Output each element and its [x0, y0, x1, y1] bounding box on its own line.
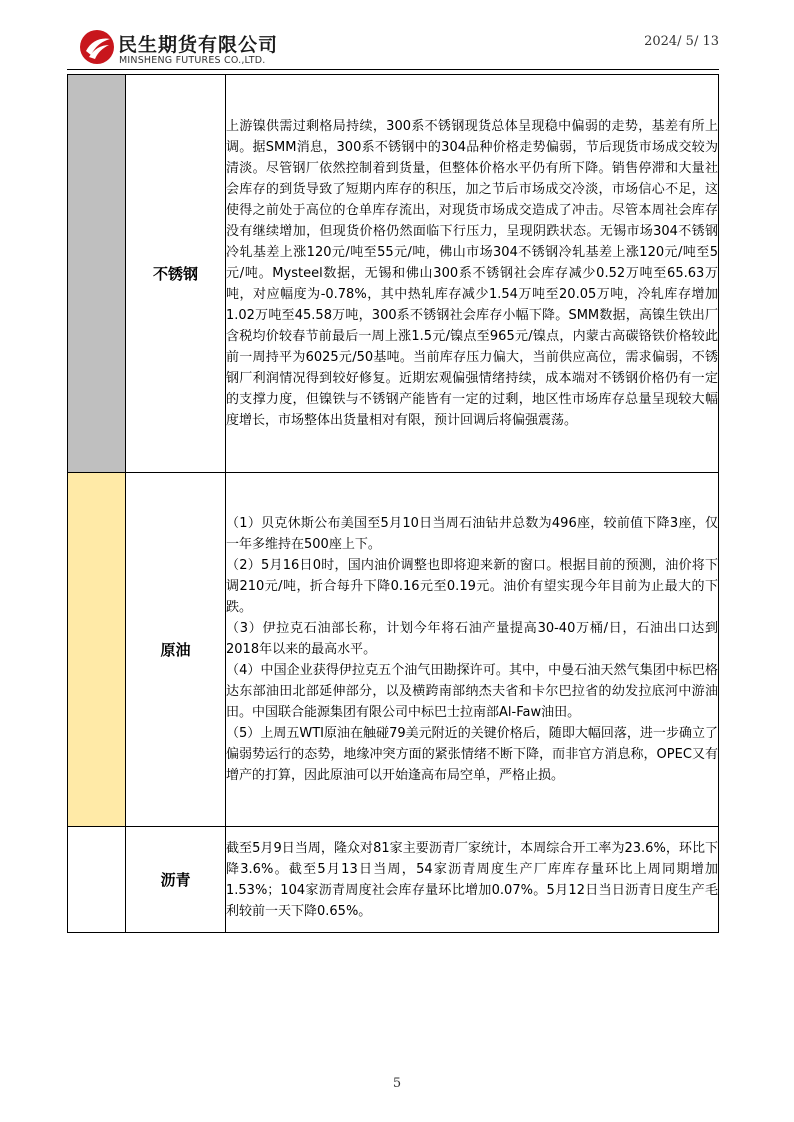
table-row-asphalt: [68, 827, 719, 933]
table-row-stainless-steel: [68, 75, 719, 473]
content-crude-oil: [226, 473, 719, 827]
table-row-crude-oil: [68, 473, 719, 827]
category-crude-oil: 原油: [126, 473, 226, 827]
category-asphalt: 沥青: [126, 827, 226, 933]
minsheng-logo-icon: [79, 29, 115, 65]
row-strip: [68, 75, 126, 473]
paragraph: （5）上周五WTI原油在触碰79美元附近的关键价格后，随即大幅回落，进一步确立了偏弱势运行的态势，地缘冲突方面的紧张情绪不断下降，而非官方消息称，OPEC又有增产的打算，因此原油可以开始逢高布局空单，严格止损。: [226, 726, 718, 783]
company-name-cn: 民生期货有限公司: [118, 34, 279, 56]
commodity-table: [67, 74, 719, 933]
row-strip: [68, 827, 126, 933]
company-name-en: MINSHENG FUTURES CO.,LTD.: [119, 55, 266, 66]
paragraph: （3）伊拉克石油部长称，计划今年将石油产量提高30-40万桶/日，石油出口达到2018年以来的最高水平。: [226, 621, 718, 657]
row-strip: [68, 473, 126, 827]
header-divider: [67, 69, 719, 70]
paragraph: （2）5月16日0时，国内油价调整也即将迎来新的窗口。根据目前的预测，油价将下调210元/吨，折合每升下降0.16元至0.19元。油价有望实现今年目前为止最大的下跌。: [226, 558, 718, 615]
paragraph: （1）贝克休斯公布美国至5月10日当周石油钻井总数为496座，较前值下降3座，仅一年多维持在500座上下。: [226, 516, 718, 552]
category-stainless-steel: 不锈钢: [126, 75, 226, 473]
report-date: 2024/ 5/ 13: [644, 34, 719, 49]
content-asphalt: [226, 827, 719, 933]
content-stainless-steel: [226, 75, 719, 473]
page-number: 5: [392, 1076, 402, 1091]
paragraph: （4）中国企业获得伊拉克五个油气田勘探许可。其中，中曼石油天然气集团中标巴格达东部油田北部延伸部分，以及横跨南部纳杰夫省和卡尔巴拉省的幼发拉底河中游油田。中国联合能源集团有限公司中标巴士拉南部Al-Faw油田。: [226, 663, 718, 720]
page-header: [0, 0, 794, 72]
paragraph: 上游镍供需过剩格局持续，300系不锈钢现货总体呈现稳中偏弱的走势，基差有所上调。据SMM消息，300系不锈钢中的304品种价格走势偏弱，节后现货市场成交较为清淡。尽管钢厂依然控制着到货量，但整体价格水平仍有所下降。销售停滞和大量社会库存的到货导致了短期内库存的积压，加之节后市场成交冷淡，市场信心不足，这使得之前处于高位的仓单库存流出，对现货市场成交造成了冲击。尽管本周社会库存没有继续增加，但现货价格仍然面临下行压力，呈现阴跌状态。无锡市场304不锈钢冷轧基差上涨120元/吨至55元/吨，佛山市场304不锈钢冷轧基差上涨120元/吨至5元/吨。Mysteel数据，无锡和佛山300系不锈钢社会库存减少0.52万吨至65.63万吨，对应幅度为-0.78%，其中热轧库存减少1.54万吨至20.05万吨，冷轧库存增加1.02万吨至45.58万吨，300系不锈钢社会库存小幅下降。SMM数据，高镍生铁出厂含税均价较春节前最后一周上涨1.5元/镍点至965元/镍点，内蒙古高碳铬铁价格较此前一周持平为6025元/50基吨。当前库存压力偏大，当前供应高位，需求偏弱，不锈钢厂利润情况得到较好修复。近期宏观偏强情绪持续，成本端对不锈钢价格仍有一定的支撑力度，但镍铁与不锈钢产能皆有一定的过剩，地区性市场库存总量呈现较大幅度增长，市场整体出货量相对有限，预计回调后将偏强震荡。: [226, 119, 718, 428]
paragraph: 截至5月9日当周，隆众对81家主要沥青厂家统计，本周综合开工率为23.6%，环比下降3.6%。截至5月13日当周，54家沥青周度生产厂库库存量环比上周同期增加1.53%；104家沥青周度社会库存量环比增加0.07%。5月12日当日沥青日度生产毛利较前一天下降0.65%。: [226, 840, 718, 919]
